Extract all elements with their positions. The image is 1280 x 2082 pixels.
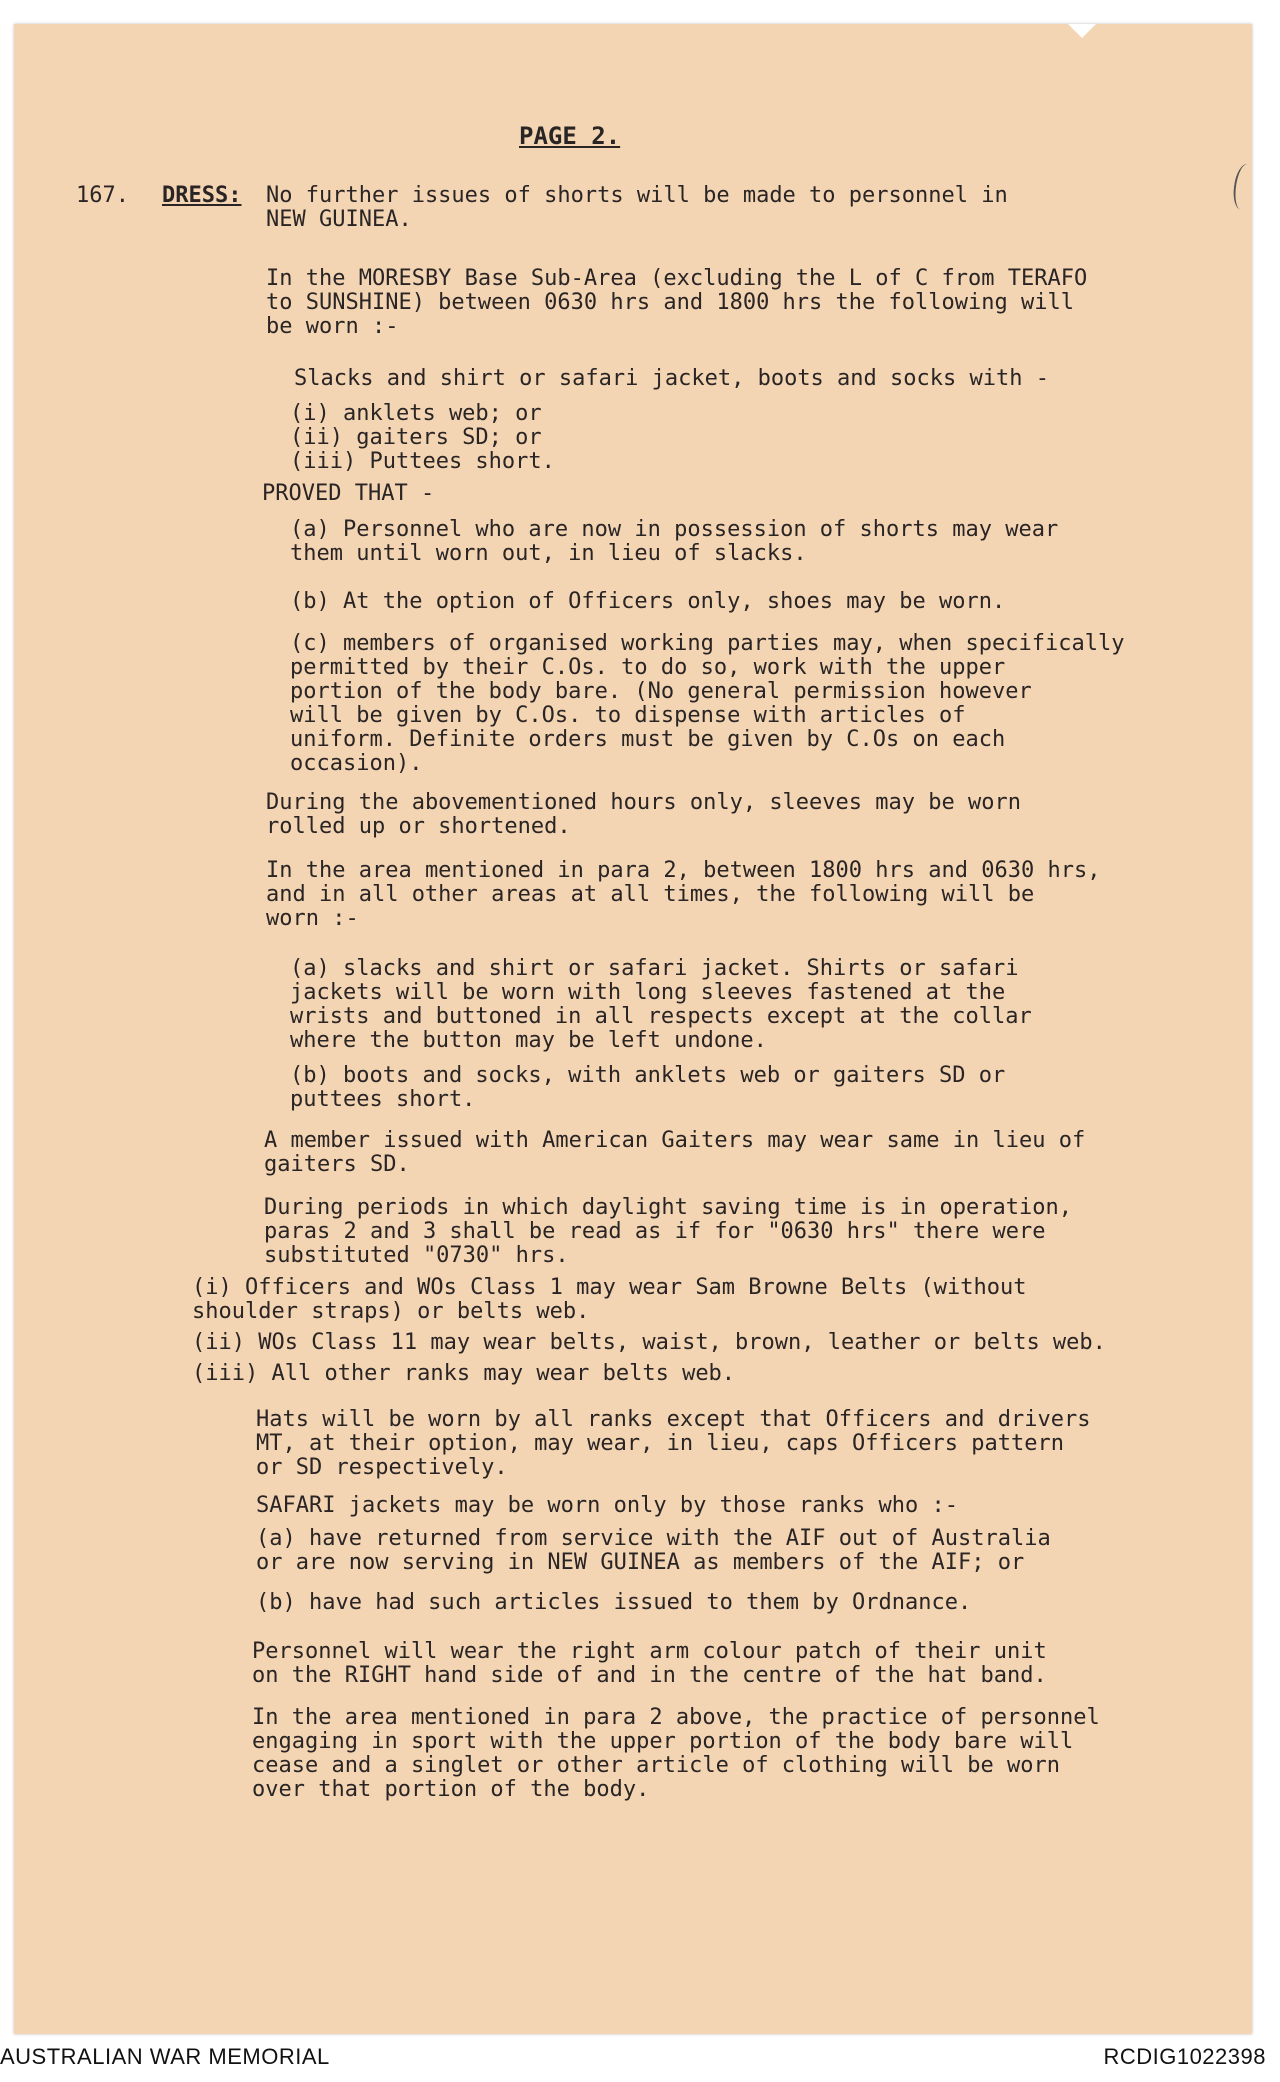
section-heading: DRESS: — [162, 183, 242, 208]
paragraph-number: 167. — [76, 183, 129, 208]
paragraph-p4a: (a) Personnel who are now in possession of shorts may wear them until worn out, in lieu of slacks. — [290, 517, 1059, 566]
document-sheet — [14, 24, 1252, 2034]
paragraph-p11b: (b) have had such articles issued to them by Ordnance. — [256, 1590, 972, 1615]
paragraph-p8: During periods in which daylight saving time is in operation, paras 2 and 3 shall be read as if for "0630 hrs" there were substituted "0730" hrs. — [264, 1195, 1072, 1268]
paragraph-p4c: (c) members of organised working parties may, when specifically permitted by their C.Os. to do so, work with the upper portion of the body bare. (No general permission however will be given by C.Os. to dispense with articles of uniform. Definite orders must be given by C.Os on each occasion). — [290, 631, 1125, 776]
paragraph-p1: No further issues of shorts will be made to personnel in NEW GUINEA. — [266, 183, 1008, 232]
footer-archive-name: AUSTRALIAN WAR MEMORIAL — [0, 2044, 330, 2069]
footer-record-id: RCDIG1022398 — [1103, 2044, 1266, 2069]
paragraph-p13: In the area mentioned in para 2 above, the practice of personnel engaging in sport with the upper portion of the body bare will cease and a singlet or other article of clothing will be worn over that portion of the body. — [252, 1705, 1100, 1802]
paragraph-p6b: (b) boots and socks, with anklets web or gaiters SD or puttees short. — [290, 1063, 1006, 1112]
paragraph-p6a: (a) slacks and shirt or safari jacket. Shirts or safari jackets will be worn with long sleeves fastened at the wrists and buttoned in all respects except at the collar where the button may be left undone. — [290, 956, 1032, 1053]
page-title: PAGE 2. — [519, 122, 621, 150]
paragraph-p9-ii: (ii) WOs Class 11 may wear belts, waist, brown, leather or belts web. — [192, 1330, 1106, 1355]
paragraph-p9-i: (i) Officers and WOs Class 1 may wear Sam Browne Belts (without shoulder straps) or belts web. — [192, 1275, 1027, 1324]
paragraph-p3: Slacks and shirt or safari jacket, boots and socks with - — [294, 366, 1049, 391]
paragraph-p6: In the area mentioned in para 2, between 1800 hrs and 0630 hrs, and in all other areas at all times, the following will be worn :- — [266, 858, 1101, 931]
paragraph-p4: PROVED THAT - — [262, 481, 435, 506]
document-body — [14, 24, 1252, 2034]
paragraph-p9-iii: (iii) All other ranks may wear belts web. — [192, 1361, 736, 1386]
paragraph-p11a: (a) have returned from service with the AIF out of Australia or are now serving in NEW GUINEA as members of the AIF; or — [256, 1526, 1051, 1575]
paragraph-p5: During the abovementioned hours only, sleeves may be worn rolled up or shortened. — [266, 790, 1021, 839]
paragraph-p2: In the MORESBY Base Sub-Area (excluding the L of C from TERAFO to SUNSHINE) between 0630 hrs and 1800 hrs the following will be worn :- — [266, 266, 1088, 339]
paper-notch — [1068, 24, 1096, 38]
paragraph-p7: A member issued with American Gaiters may wear same in lieu of gaiters SD. — [264, 1128, 1086, 1177]
paragraph-p12: Personnel will wear the right arm colour patch of their unit on the RIGHT hand side of and in the centre of the hat band. — [252, 1639, 1047, 1688]
paragraph-p3-list: (i) anklets web; or (ii) gaiters SD; or (iii) Puttees short. — [290, 401, 555, 474]
paragraph-p11: SAFARI jackets may be worn only by those ranks who :- — [256, 1493, 958, 1518]
paragraph-p4b: (b) At the option of Officers only, shoes may be worn. — [290, 589, 1006, 614]
paragraph-p10: Hats will be worn by all ranks except that Officers and drivers MT, at their option, may wear, in lieu, caps Officers pattern or SD respectively. — [256, 1407, 1091, 1480]
